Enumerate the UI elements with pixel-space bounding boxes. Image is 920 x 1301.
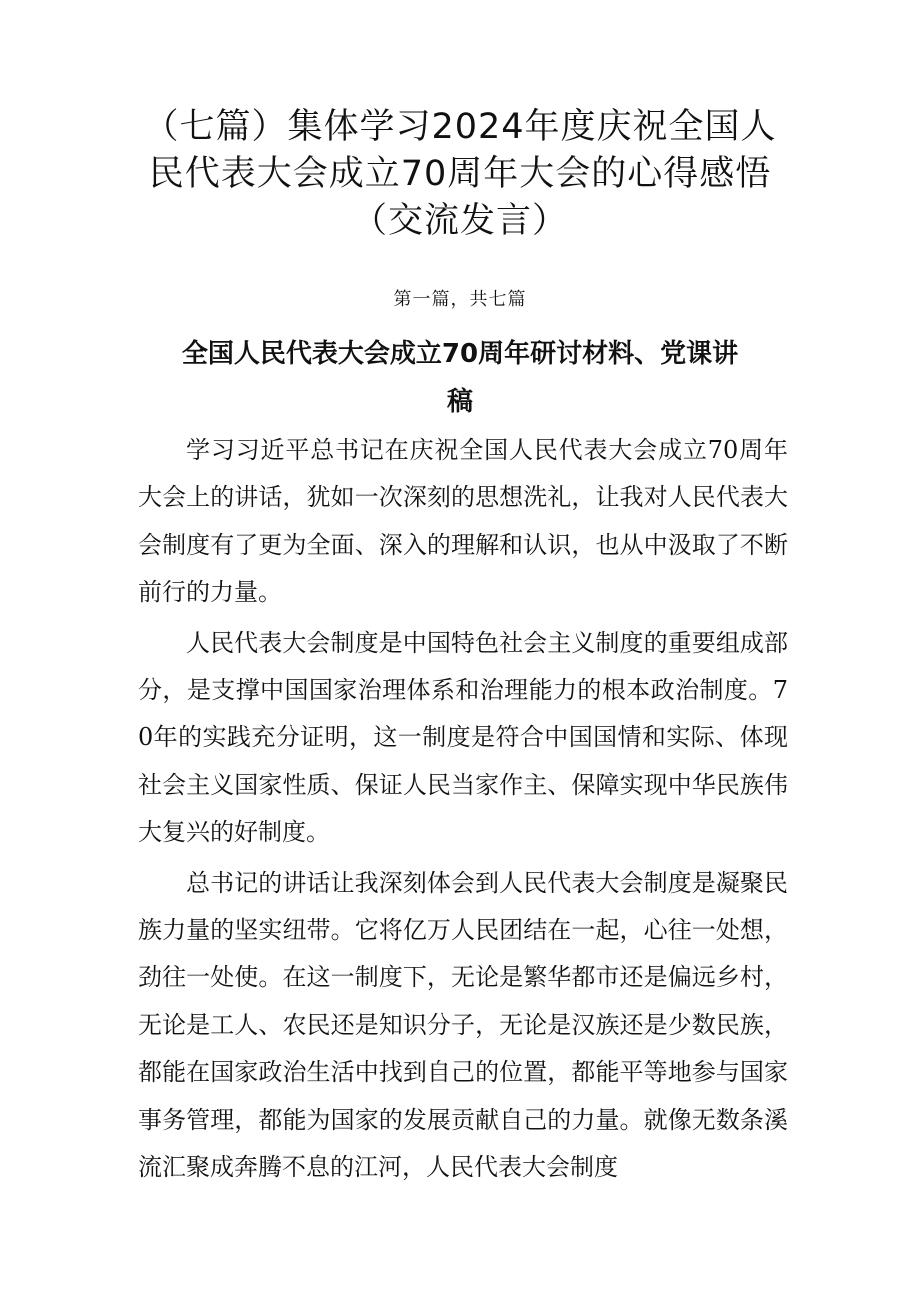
document-title: （七篇）集体学习2024年度庆祝全国人民代表大会成立70周年大会的心得感悟（交流发言） (143, 107, 777, 241)
paragraph: 人民代表大会制度是中国特色社会主义制度的重要组成部分，是支撑中国国家治理体系和治理能力的根本政治制度。70年的实践充分证明，这一制度是符合中国国情和实际、体现社会主义国家性质、保证人民当家作主、保障实现中华民族伟大复兴的好制度。 (138, 628, 788, 847)
section-title: 全国人民代表大会成立70周年研讨材料、党课讲稿 (181, 339, 739, 417)
section-label: 第一篇，共七篇 (393, 289, 527, 310)
paragraph: 总书记的讲话让我深刻体会到人民代表大会制度是凝聚民族力量的坚实纽带。它将亿万人民团结在一起，心往一处想，劲往一处使。在这一制度下，无论是繁华都市还是偏远乡村，无论是工人、农民还是知识分子，无论是汉族还是少数民族，都能在国家政治生活中找到自己的位置，都能平等地参与国家事务管理，都能为国家的发展贡献自己的力量。就像无数条溪流汇聚成奔腾不息的江河，人民代表大会制度 (138, 868, 788, 1182)
paragraph: 学习习近平总书记在庆祝全国人民代表大会成立70周年大会上的讲话，犹如一次深刻的思想洗礼，让我对人民代表大会制度有了更为全面、深入的理解和认识，也从中汲取了不断前行的力量。 (138, 436, 788, 607)
body-text (138, 427, 788, 1195)
